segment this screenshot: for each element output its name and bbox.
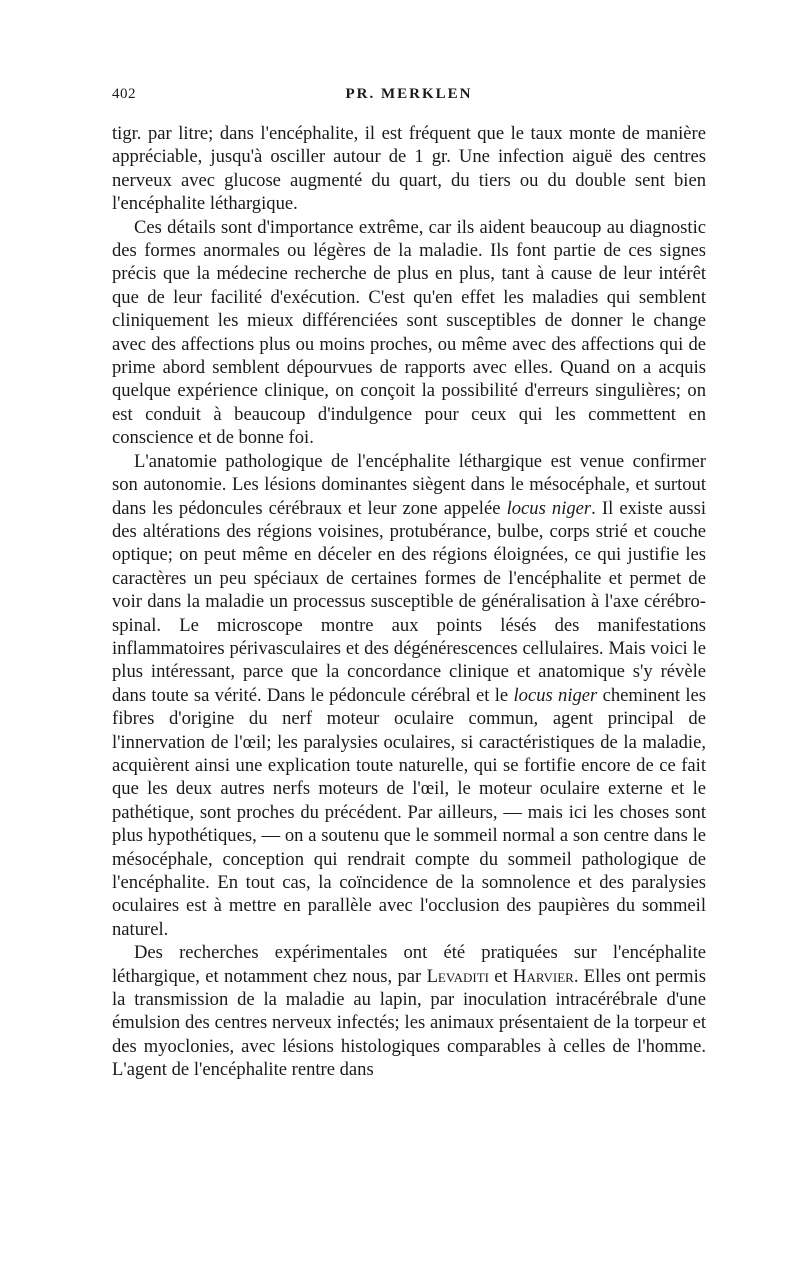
paragraph-3-text-c: cheminent les fibres d'origine du nerf moteur oculaire commun, agent principal de l'innervation de l'œil; les paralysies oculaires, si caractéristiques de la maladie, acquièrent ainsi une explication toute naturelle, qui se fortifie encore de ce fait que les deux autres nerfs moteurs de l'œil, le moteur oculaire externe et le pathétique, sont proches du précédent. Par ailleurs, — mais ici les choses sont plus hypothétiques, — on a soutenu que le sommeil normal a son centre dans le mésocéphale, conception qui rendrait compte du sommeil pathologique de l'encéphalite. En tout cas, la coïncidence de la somnolence et des paralysies oculaires est à mettre en parallèle avec l'occlusion des paupières du sommeil naturel. (112, 684, 706, 940)
paragraph-3 (112, 450, 706, 942)
paragraph-2-text: Ces détails sont d'importance extrême, car ils aident beaucoup au diagnostic des formes anormales ou légères de la maladie. Ils font partie de ces signes précis que la médecine recherche de plus en plus, tant à cause de leur intérêt que de leur facilité d'exécution. C'est qu'en effet les maladies qui semblent cliniquement les mieux différenciées sont susceptibles de donner le change avec des affections plus ou moins proches, ou même avec des affections qui de prime abord semblent dépourvues de rapports avec elles. Quand on a acquis quelque expérience clinique, on conçoit la possibilité d'erreurs singulières; on est conduit à beaucoup d'indulgence pour ceux qui les commettent en conscience et de bonne foi. (112, 216, 706, 449)
author-levaditi: Levaditi (426, 965, 489, 987)
paragraph-3-text-b: . Il existe aussi des altérations des régions voisines, protubérance, bulbe, corps strié et couche optique; on peut même en déceler en des régions éloignées, ce qui justifie les caractères un peu spéciaux de certaines formes de l'encéphalite et permet de voir dans la maladie un processus susceptible de généralisation à l'axe cérébro-spinal. Le microscope montre aux points lésés des manifestations inflammatoires périvasculaires et des dégénérescences cellulaires. Mais voici le plus intéressant, parce que la concordance clinique et anatomique s'y révèle dans toute sa vérité. Dans le pédoncule cérébral et le (112, 497, 706, 706)
page-header (112, 86, 706, 116)
running-head: PR. MERKLEN (345, 86, 473, 102)
paragraph-3-text-a: L'anatomie pathologique de l'encéphalite léthargique est venue confirmer son autonomie. Les lésions dominantes siègent dans le mésocéphale, et surtout dans les pédoncules cérébraux et leur zone appelée (112, 450, 706, 519)
author-harvier: Harvier (513, 965, 574, 987)
locus-niger-term: locus niger (506, 497, 592, 519)
paragraph-4-text-c: . Elles ont permis la transmission de la maladie au lapin, par inoculation intracérébrale d'une émulsion des centres nerveux infectés; les animaux présentaient de la torpeur et des myoclonies, avec lésions histologiques comparables à celles de l'homme. L'agent de l'encéphalite rentre dans (112, 965, 707, 1081)
paragraph-1-text: tigr. par litre; dans l'encéphalite, il est fréquent que le taux monte de manière appréciable, jusqu'à osciller autour de 1 gr. Une infection aiguë des centres nerveux avec glucose augmenté du quart, du tiers ou du double sent bien l'encéphalite léthargique. (112, 123, 706, 215)
paragraph-4-text-b: et (488, 965, 514, 987)
locus-niger-term-2: locus niger (513, 684, 598, 706)
page-number: 402 (112, 86, 136, 102)
paragraph-2 (112, 216, 706, 450)
paragraph-4-text-a: Des recherches expérimentales ont été pratiquées sur l'encéphalite léthargique, et notamment chez nous, par (112, 942, 706, 987)
paragraph-1 (112, 122, 706, 216)
body-text (112, 122, 706, 1082)
paragraph-4 (112, 941, 706, 1081)
